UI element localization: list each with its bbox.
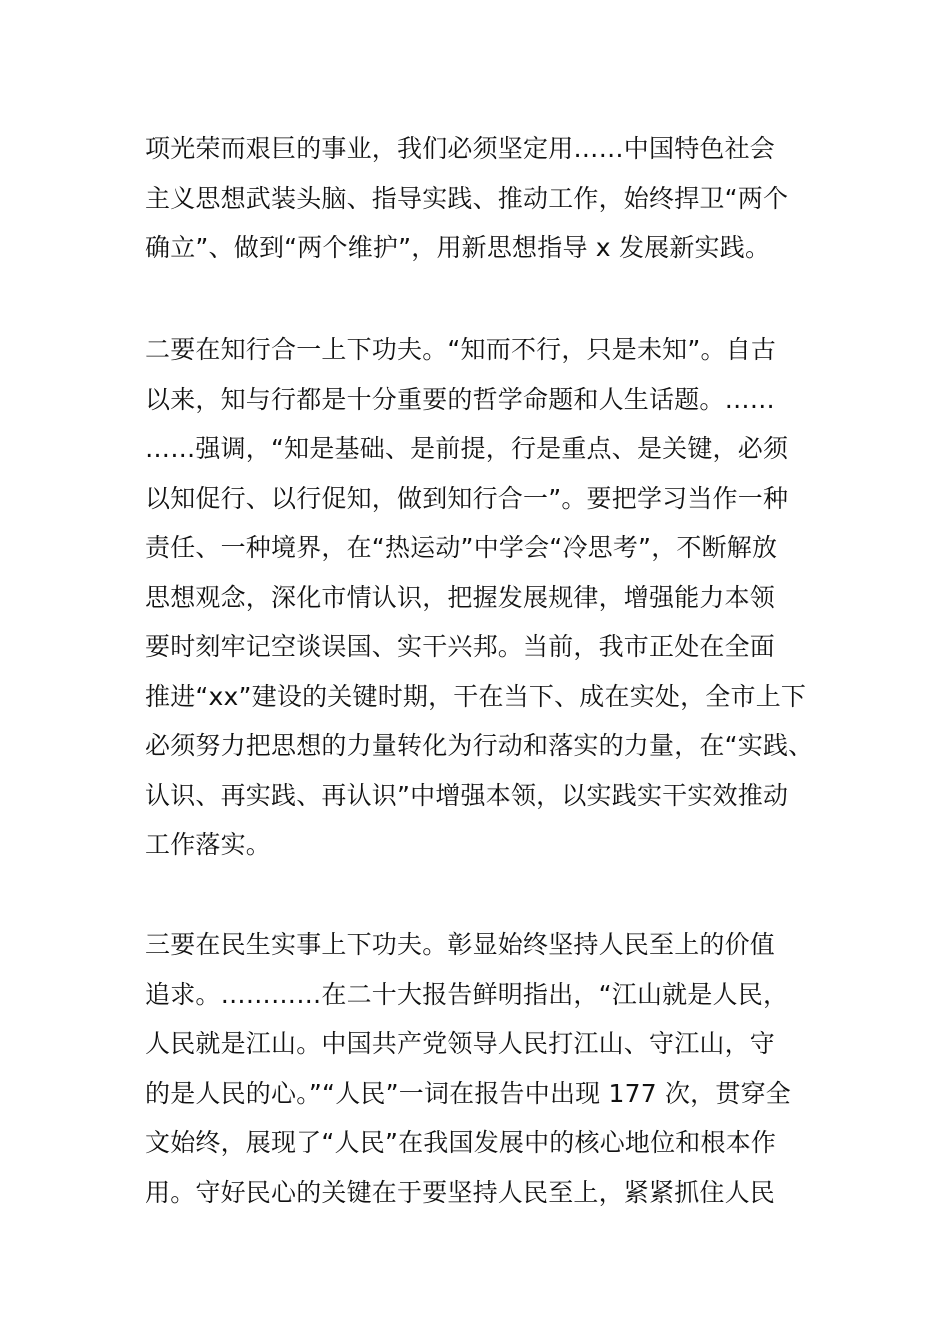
text-line: ……强调，“知是基础、是前提，行是重点、是关键，必须 (145, 434, 789, 463)
text-line: 工作落实。 (145, 830, 272, 859)
text-line: 项光荣而艰巨的事业，我们必须坚定用……中国特色社会 (145, 134, 776, 163)
paragraph-1 (145, 124, 865, 273)
text-line: 人民就是江山。中国共产党领导人民打江山、守江山，守 (145, 1029, 776, 1058)
text-line: 确立”、做到“两个维护”，用新思想指导 x 发展新实践。 (145, 233, 771, 262)
text-line: 以知促行、以行促知，做到知行合一”。要把学习当作一种 (145, 483, 789, 513)
text-line: 文始终，展现了“人民”在我国发展中的核心地位和根本作 (145, 1128, 777, 1157)
text-line: 要时刻牢记空谈误国、实干兴邦。当前，我市正处在全面 (145, 632, 776, 661)
text-line: 三要在民生实事上下功夫。彰显始终坚持人民至上的价值 (145, 930, 776, 959)
text-line: 追求。…………在二十大报告鲜明指出，“江山就是人民， (145, 979, 789, 1009)
paragraph-2 (145, 325, 865, 870)
paragraph-3 (145, 920, 865, 1217)
text-line: 思想观念，深化市情认识，把握发展规律，增强能力本领 (145, 582, 776, 612)
text-line: 二要在知行合一上下功夫。“知而不行，只是未知”。自古 (145, 335, 777, 364)
text-line: 的是人民的心。”“人民”一词在报告中出现 177 次，贯穿全 (145, 1078, 791, 1108)
text-line: 推进“xx”建设的关键时期，干在当下、成在实处，全市上下 (145, 681, 807, 711)
text-line: 用。守好民心的关键在于要坚持人民至上，紧紧抓住人民 (145, 1177, 776, 1207)
text-line: 主义思想武装头脑、指导实践、推动工作，始终捍卫“两个 (145, 183, 789, 213)
text-line: 以来，知与行都是十分重要的哲学命题和人生话题。…… (145, 384, 776, 414)
text-line: 必须努力把思想的力量转化为行动和落实的力量，在“实践、 (145, 731, 814, 760)
text-line: 认识、再实践、再认识”中增强本领，以实践实干实效推动 (145, 780, 789, 810)
text-line: 责任、一种境界，在“热运动”中学会“冷思考”，不断解放 (145, 533, 778, 562)
